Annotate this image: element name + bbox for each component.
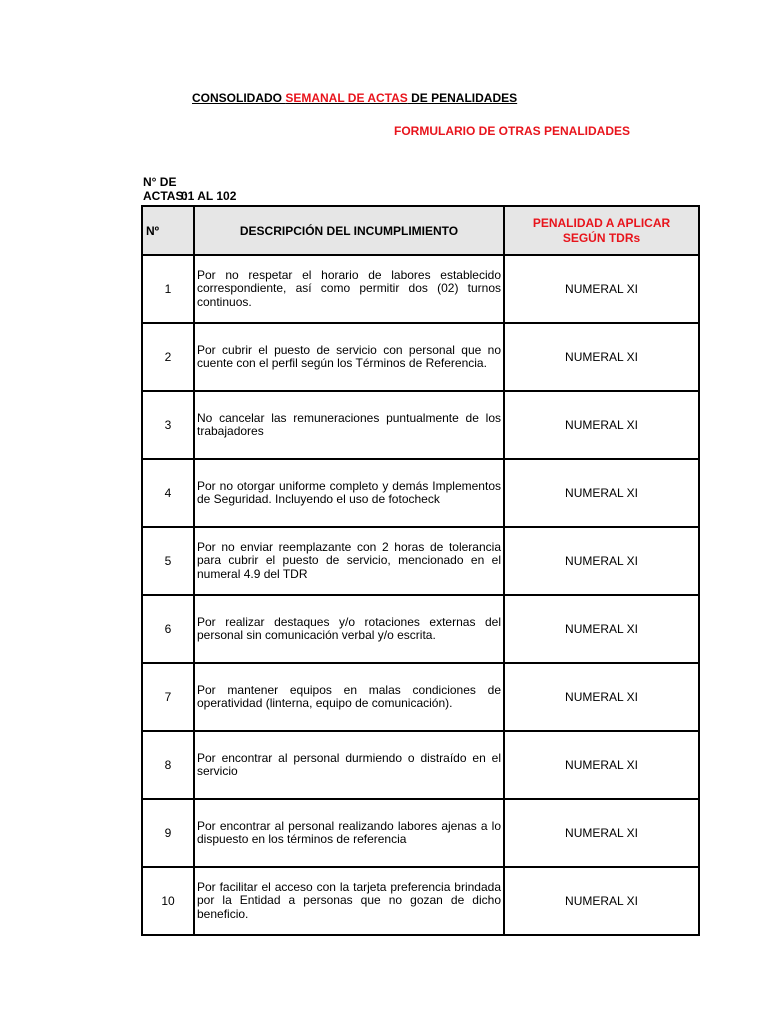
row-number: 2 xyxy=(142,323,194,391)
row-penalty: NUMERAL XI xyxy=(504,459,699,527)
penalties-table xyxy=(141,205,700,936)
table-row xyxy=(142,595,699,663)
actas-label-line-1: N° DE xyxy=(143,175,177,189)
title-part-2: SEMANAL DE ACTAS xyxy=(285,91,408,105)
row-description: Por no respetar el horario de labores establecido correspondiente, así como permitir dos (02) turnos continuos. xyxy=(194,255,504,323)
row-penalty: NUMERAL XI xyxy=(504,731,699,799)
actas-label-line-2: ACTAS: xyxy=(143,189,188,203)
row-number: 9 xyxy=(142,799,194,867)
title-part-1: CONSOLIDADO xyxy=(192,91,286,105)
actas-value: 01 AL 102 xyxy=(181,189,237,203)
document-subtitle: FORMULARIO DE OTRAS PENALIDADES xyxy=(394,124,631,138)
row-number: 6 xyxy=(142,595,194,663)
row-penalty: NUMERAL XI xyxy=(504,527,699,595)
row-description: No cancelar las remuneraciones puntualmente de los trabajadores xyxy=(194,391,504,459)
table-row xyxy=(142,527,699,595)
row-penalty: NUMERAL XI xyxy=(504,323,699,391)
table-row xyxy=(142,255,699,323)
document-title xyxy=(192,91,517,105)
table-row xyxy=(142,867,699,935)
table-row xyxy=(142,799,699,867)
row-description: Por cubrir el puesto de servicio con personal que no cuente con el perfil según los Términos de Referencia. xyxy=(194,323,504,391)
row-number: 7 xyxy=(142,663,194,731)
row-number: 5 xyxy=(142,527,194,595)
row-description: Por mantener equipos en malas condiciones de operatividad (linterna, equipo de comunicación). xyxy=(194,663,504,731)
row-number: 1 xyxy=(142,255,194,323)
row-penalty: NUMERAL XI xyxy=(504,391,699,459)
row-description: Por no enviar reemplazante con 2 horas de tolerancia para cubrir el puesto de servicio, mencionado en el numeral 4.9 del TDR xyxy=(194,527,504,595)
row-penalty: NUMERAL XI xyxy=(504,799,699,867)
row-description: Por no otorgar uniforme completo y demás Implementos de Seguridad. Incluyendo el uso de fotocheck xyxy=(194,459,504,527)
row-number: 8 xyxy=(142,731,194,799)
table-row xyxy=(142,323,699,391)
row-number: 4 xyxy=(142,459,194,527)
table-row xyxy=(142,731,699,799)
row-penalty: NUMERAL XI xyxy=(504,255,699,323)
row-description: Por encontrar al personal durmiendo o distraído en el servicio xyxy=(194,731,504,799)
row-penalty: NUMERAL XI xyxy=(504,663,699,731)
row-penalty: NUMERAL XI xyxy=(504,595,699,663)
table-header-row xyxy=(142,206,699,255)
row-description: Por facilitar el acceso con la tarjeta preferencia brindada por la Entidad a personas que no gozan de dicho beneficio. xyxy=(194,867,504,935)
header-penalty xyxy=(504,206,699,255)
header-number: Nº xyxy=(142,206,194,255)
row-number: 10 xyxy=(142,867,194,935)
header-description: DESCRIPCIÓN DEL INCUMPLIMIENTO xyxy=(194,206,504,255)
row-description: Por encontrar al personal realizando labores ajenas a lo dispuesto en los términos de referencia xyxy=(194,799,504,867)
title-part-3: DE PENALIDADES xyxy=(407,91,518,105)
row-number: 3 xyxy=(142,391,194,459)
row-penalty: NUMERAL XI xyxy=(504,867,699,935)
row-description: Por realizar destaques y/o rotaciones externas del personal sin comunicación verbal y/o escrita. xyxy=(194,595,504,663)
table-row xyxy=(142,663,699,731)
header-penalty-line-1: PENALIDAD A APLICAR xyxy=(532,215,671,230)
header-penalty-line-2: SEGÚN TDRs xyxy=(562,230,641,245)
table-row xyxy=(142,459,699,527)
table-row xyxy=(142,391,699,459)
